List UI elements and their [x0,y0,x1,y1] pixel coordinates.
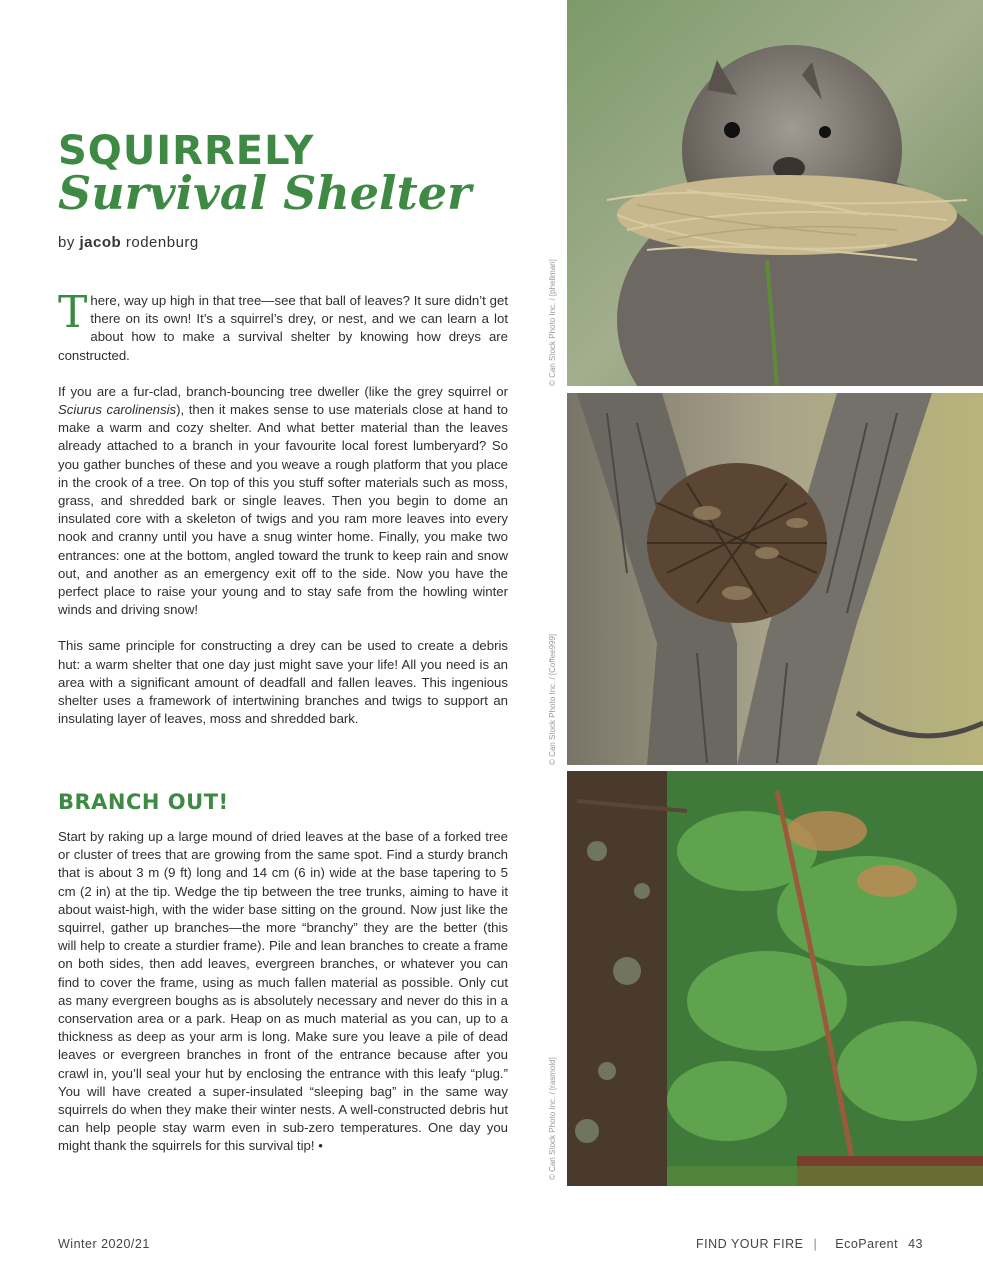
drop-cap: T [58,287,88,338]
section-paragraph: Start by raking up a large mound of dried leaves at the base of a forked tree or cluster of trees that are growing from the same spot. Find a sturdy branch that is about 3 m (9 ft) long and 14 cm (6 in) wide at the base tapering to 5 cm (2 in) at the tip. Wedge the tip between the tree trunks, aiming to have it about waist-high, with the wider base sitting on the ground. Now just like the squirrel, gather up branches—the more “branchy” they are the better (this will help to create a sturdier frame). Pile and lean branches to create a frame on both sides, then add leaves, evergreen branches, or whatever you can find to cover the frame, using as much fallen material as possible. Only cut as many evergreen boughs as is absolutely necessary and never do this in a conservation area or a park. Heap on as much material as you can, up to a thickness as deep as your arm is long. Make sure you leave a pile of dead leaves or evergreen branches in front of the entrance because after you crawl in, you’ll seal your hut by enclosing the entrance with this leafy “plug.” You will have created a super-insulated “sleeping bag” in the same way squirrels do when they make their winter nests. A well-constructed debris hut can help people stay warm even in sub-zero temperatures. One day you might thank the squirrels for this survival tip! • [58,829,508,1154]
intro-paragraph-3: This same principle for constructing a drey can be used to create a debris hut: a warm shelter that one day just might save your life! All you need is an area with a significant amount of deadfall and fallen leaves. This ingenious shelter uses a framework of intertwining branches and twigs to support an insulating layer of leaves, moss and shredded bark. [58,638,508,727]
drey-photo [567,393,983,765]
debris-hut-photo [567,771,983,1186]
intro-paragraph-1 [58,287,508,365]
photo-credit-3: © Can Stock Photo Inc. / [rasmold] [548,1057,557,1180]
section-heading: BRANCH OUT! [58,790,229,814]
author-first: jacob [79,234,122,251]
footer-separator: | [813,1237,818,1251]
intro-p1-text: here, way up high in that tree—see that ball of leaves? It sure didn’t get there on its own! It’s a squirrel’s drey, or nest, and we can learn a lot about how to make a survival shelter by knowing how dreys are constructed. [58,293,508,363]
footer-section: FIND YOUR FIRE [696,1237,804,1251]
footer-magazine: EcoParent [835,1237,899,1251]
author-last: rodenburg [125,234,199,251]
footer-right [690,1237,923,1251]
title-script: Survival Shelter [58,166,472,220]
intro-p2-text-b: ), then it makes sense to use materials close at hand to make a warm and cozy shelter. And what better material than the leaves already attached to a branch in your favourite local forest lumberyard? So you gather bunches of these and you weave a rough platform that you place in the crook of a tree. On top of this you stuff softer materials such as moss, grass, and shredded bark or single leaves. Then you begin to dome an insulated core with a skeleton of twigs and you ram more leaves into every nook and cranny until you have a snug winter home. Finally, you make two entrances: one at the bottom, angled toward the trunk to keep rain and snow out, and another as an emergency exit off to the side. Now you have the perfect place to raise your young and to stay safe from the howling winter winds and driving snow! [58,402,508,618]
footer-issue: Winter 2020/21 [58,1237,150,1251]
section-column [58,828,508,1174]
species-name: Sciurus carolinensis [58,402,177,418]
squirrel-photo [567,0,983,386]
photo-credit-2: © Can Stock Photo Inc. / [Coffee999] [548,633,557,765]
page-number: 43 [908,1237,923,1251]
byline [58,234,199,251]
squirrel-illustration [567,0,983,386]
drey-illustration [567,393,983,765]
intro-p2-text-a: If you are a fur-clad, branch-bouncing tree dweller (like the grey squirrel or [58,383,508,399]
intro-column [58,287,508,746]
byline-prefix: by [58,234,75,251]
photo-credit-1: © Can Stock Photo Inc. / [phellman] [548,259,557,386]
intro-paragraph-2 [58,383,508,620]
title-main: SQUIRRELY [58,128,315,174]
debris-hut-illustration [567,771,983,1186]
